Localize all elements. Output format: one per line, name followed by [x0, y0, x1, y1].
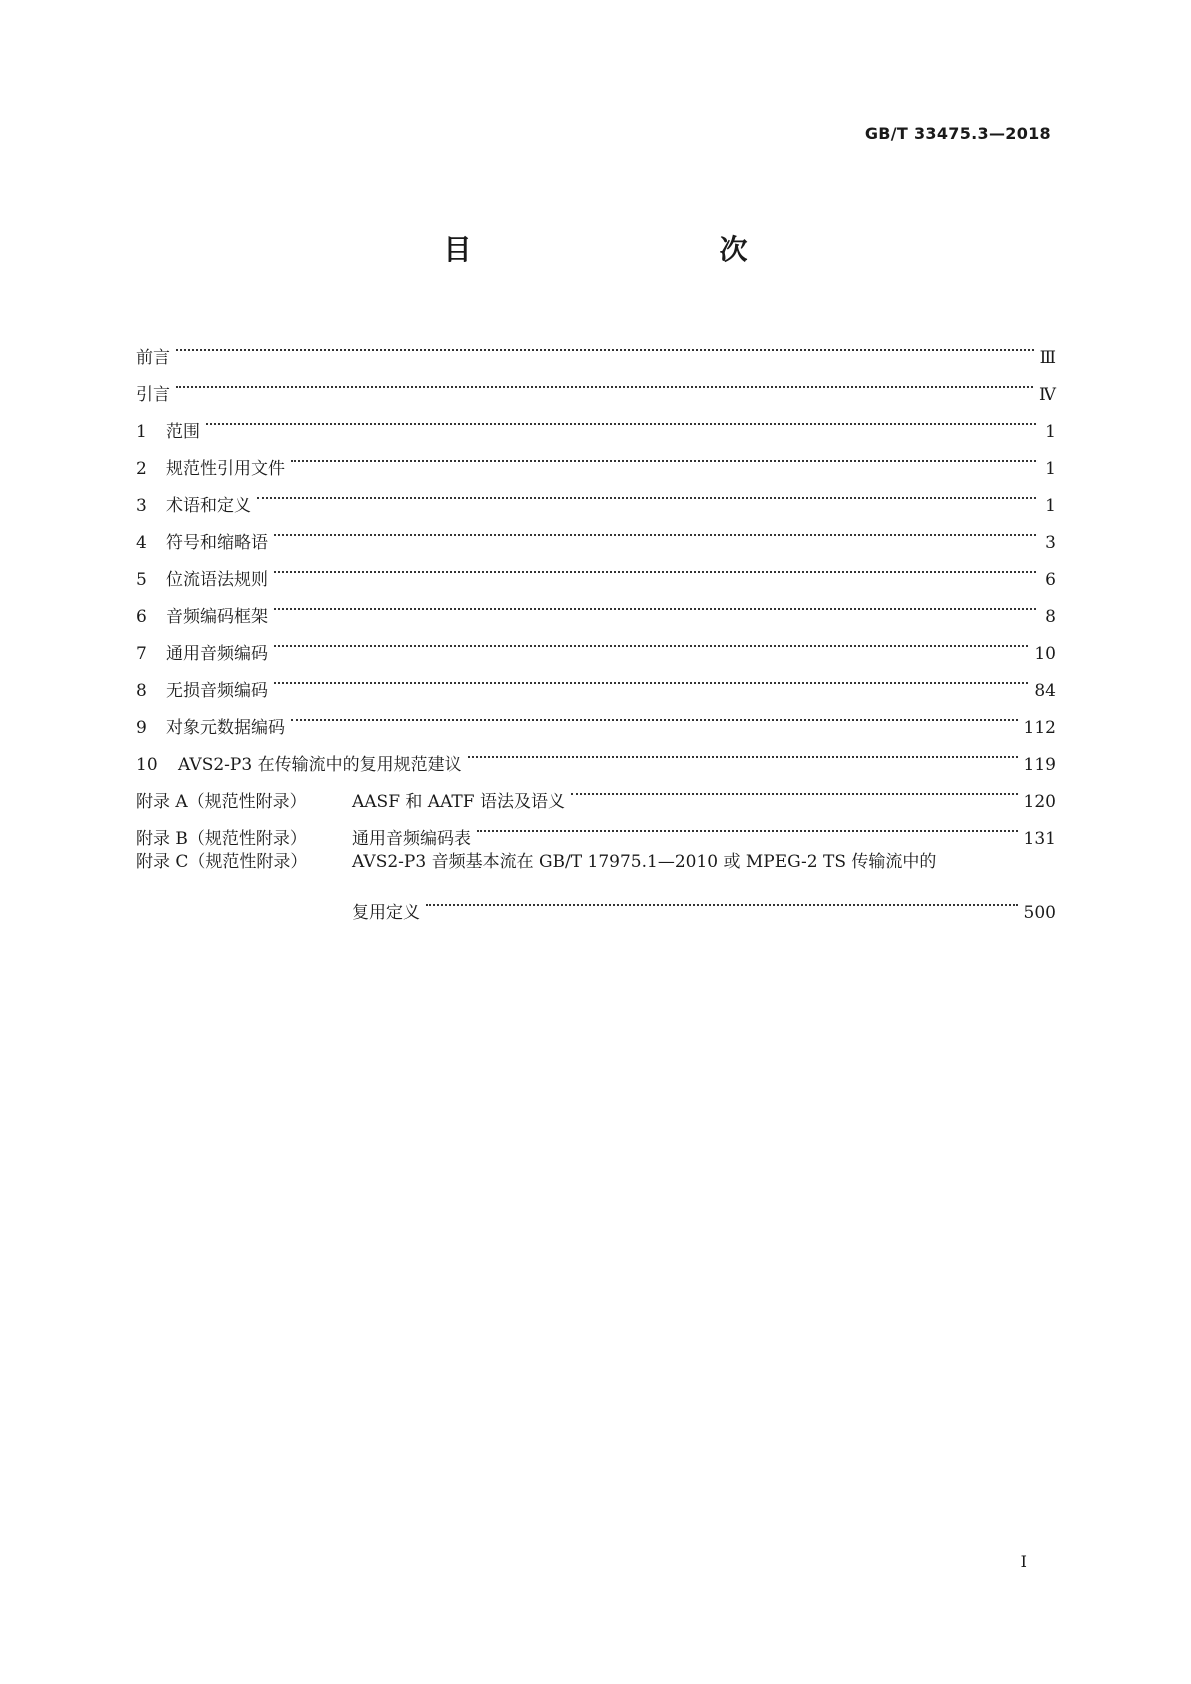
toc-entry-introduction[interactable]: [136, 363, 1056, 405]
page-title: 目 次: [443, 233, 812, 266]
toc-entry-foreword[interactable]: [136, 326, 1056, 368]
toc-entry-page: 1: [1045, 496, 1056, 516]
toc-entry-page: Ⅳ: [1039, 385, 1056, 405]
toc-entry-label: 位流语法规则: [166, 570, 268, 590]
annex-prefix: 附录 B（规范性附录）: [136, 829, 307, 849]
toc-entry-2[interactable]: [136, 437, 1056, 479]
toc-entry-number: 9: [136, 718, 147, 738]
toc-entry-label: 通用音频编码表: [352, 829, 471, 849]
dot-leader: [176, 326, 1034, 363]
toc-entry-label: 术语和定义: [166, 496, 251, 516]
dot-leader: [274, 585, 1036, 622]
toc-entry-number: 2: [136, 459, 147, 479]
toc-entry-page: 84: [1034, 681, 1056, 701]
dot-leader: [257, 474, 1036, 511]
dot-leader: [291, 696, 1018, 733]
toc-entry-number: 1: [136, 422, 147, 442]
toc-entry-label: 符号和缩略语: [166, 533, 268, 553]
toc-entry-page: 119: [1023, 755, 1056, 775]
toc-entry-label: 前言: [136, 348, 170, 368]
standard-code: GB/T 33475.3—2018: [864, 124, 1051, 143]
toc-entry-label: 复用定义: [352, 903, 420, 923]
toc-entry-page: 8: [1045, 607, 1056, 627]
dot-leader: [274, 511, 1036, 548]
toc-entry-number: 6: [136, 607, 147, 627]
toc-entry-page: 500: [1023, 903, 1056, 923]
toc-entry-number: 4: [136, 533, 147, 553]
toc-entry-number: 8: [136, 681, 147, 701]
toc-entry-3[interactable]: [136, 474, 1056, 516]
toc-entry-label: 无损音频编码: [166, 681, 268, 701]
dot-leader: [477, 807, 1018, 844]
toc-entry-annex-c-continued[interactable]: [136, 881, 1056, 923]
dot-leader: [274, 622, 1028, 659]
annex-prefix: 附录 A（规范性附录）: [136, 792, 307, 812]
dot-leader: [468, 733, 1018, 770]
toc-entry-page: 1: [1045, 422, 1056, 442]
toc-entry-number: 7: [136, 644, 147, 664]
page-number: I: [1020, 1552, 1027, 1571]
dot-leader: [206, 400, 1036, 437]
toc-entry-label: 范围: [166, 422, 200, 442]
toc-entry-page: 1: [1045, 459, 1056, 479]
toc-entry-label: 引言: [136, 385, 170, 405]
toc-entry-6[interactable]: [136, 585, 1056, 627]
toc-entry-7[interactable]: [136, 622, 1056, 664]
toc-entry-page: 10: [1034, 644, 1056, 664]
toc-entry-label: 音频编码框架: [166, 607, 268, 627]
toc-entry-8[interactable]: [136, 659, 1056, 701]
toc-entry-page: 112: [1023, 718, 1056, 738]
toc-entry-9[interactable]: [136, 696, 1056, 738]
toc-entry-label: AASF 和 AATF 语法及语义: [352, 792, 565, 812]
dot-leader: [176, 363, 1033, 400]
toc-entry-annex-c[interactable]: [136, 844, 1056, 881]
toc-entry-page: 6: [1045, 570, 1056, 590]
dot-leader: [274, 548, 1036, 585]
dot-leader: [571, 770, 1018, 807]
dot-leader: [426, 881, 1018, 918]
annex-prefix: 附录 C（规范性附录）: [136, 852, 308, 872]
toc-entry-label: 规范性引用文件: [166, 459, 285, 479]
toc-entry-number: 10: [136, 755, 158, 775]
dot-leader: [274, 659, 1028, 696]
toc-entry-4[interactable]: [136, 511, 1056, 553]
dot-leader: [291, 437, 1036, 474]
toc-entry-page: 131: [1023, 829, 1056, 849]
toc-entry-1[interactable]: [136, 400, 1056, 442]
toc-entry-label: AVS2-P3 在传输流中的复用规范建议: [178, 755, 462, 775]
table-of-contents: [136, 326, 1056, 923]
toc-entry-page: 3: [1045, 533, 1056, 553]
toc-entry-page: Ⅲ: [1039, 348, 1056, 368]
toc-entry-number: 5: [136, 570, 147, 590]
toc-entry-number: 3: [136, 496, 147, 516]
toc-entry-label: 对象元数据编码: [166, 718, 285, 738]
toc-entry-5[interactable]: [136, 548, 1056, 590]
toc-entry-label: AVS2-P3 音频基本流在 GB/T 17975.1—2010 或 MPEG-2 TS 传输流中的: [352, 852, 937, 872]
toc-entry-page: 120: [1023, 792, 1056, 812]
toc-entry-label: 通用音频编码: [166, 644, 268, 664]
